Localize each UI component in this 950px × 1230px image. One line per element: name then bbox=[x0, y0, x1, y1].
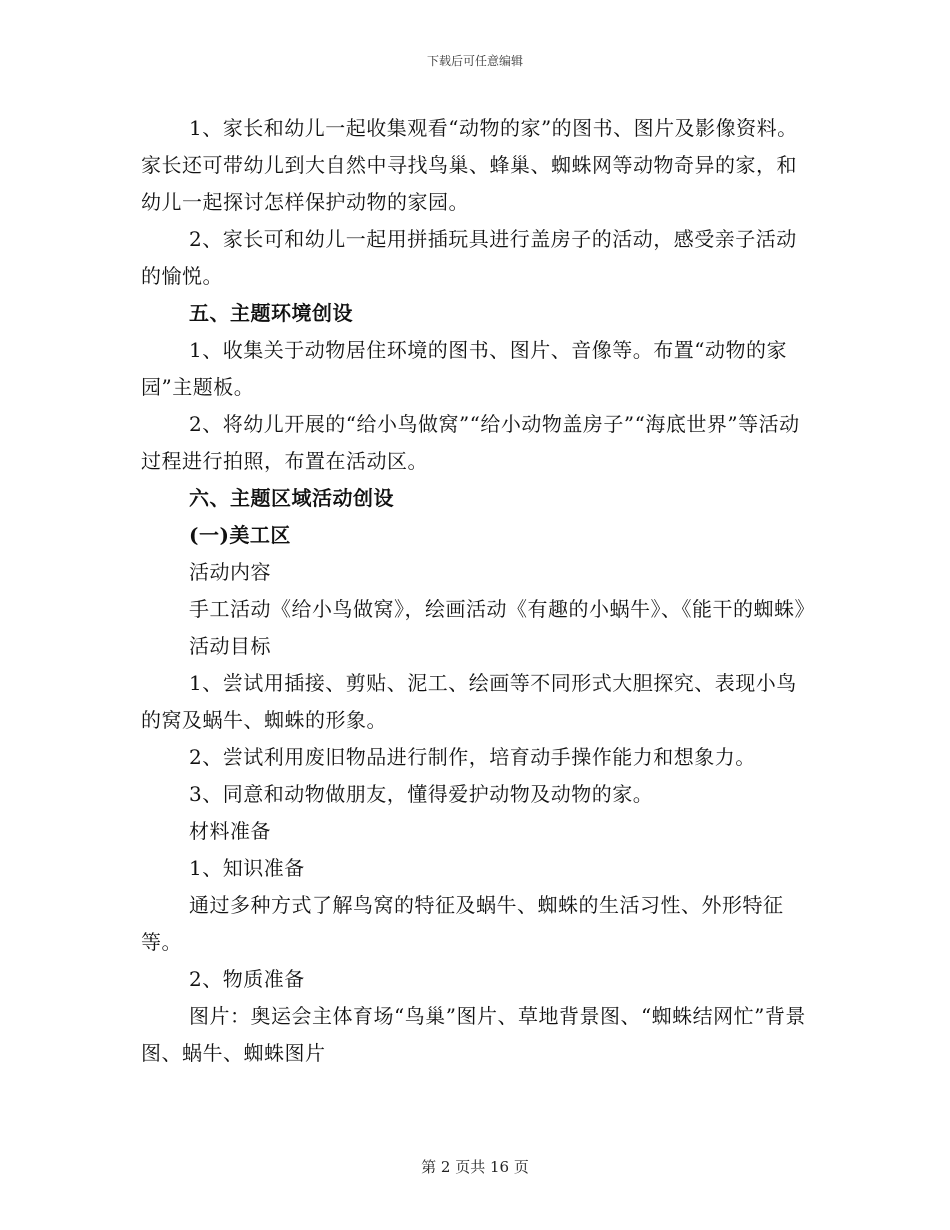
label-activity-goals: 活动目标 bbox=[189, 634, 271, 658]
paragraph-goal-1: 1、尝试用插接、剪贴、泥工、绘画等不同形式大胆探究、表现小鸟的窝及蜗牛、蜘蛛的形象。 bbox=[141, 671, 797, 732]
paragraph-material-prep: 图片：奥运会主体育场“鸟巢”图片、草地背景图、“蜘蛛结网忙”背景图、蜗牛、蜘蛛图片 bbox=[141, 1004, 806, 1065]
paragraph-goal-3: 3、同意和动物做朋友，懂得爱护动物及动物的家。 bbox=[189, 782, 654, 806]
label-knowledge-prep: 1、知识准备 bbox=[189, 856, 305, 880]
document-body bbox=[141, 110, 815, 1072]
paragraph-activity-content: 手工活动《给小鸟做窝》，绘画活动《有趣的小蜗牛》、《能干的蜘蛛》 bbox=[189, 597, 815, 621]
label-activity-content: 活动内容 bbox=[189, 560, 271, 584]
paragraph-environment-2: 2、将幼儿开展的“给小鸟做窝”“给小动物盖房子”“海底世界”等活动过程进行拍照，布置在活动区。 bbox=[141, 412, 800, 473]
paragraph-parent-activity-2: 2、家长可和幼儿一起用拼插玩具进行盖房子的活动，感受亲子活动的愉悦。 bbox=[141, 227, 797, 288]
paragraph-goal-2: 2、尝试利用废旧物品进行制作，培育动手操作能力和想象力。 bbox=[189, 745, 756, 769]
page-footer: 第 2 页共 16 页 bbox=[421, 1158, 529, 1176]
paragraph-knowledge-prep: 通过多种方式了解鸟窝的特征及蜗牛、蜘蛛的生活习性、外形特征等。 bbox=[141, 893, 784, 954]
paragraph-parent-activity-1: 1、家长和幼儿一起收集观看“动物的家”的图书、图片及影像资料。家长还可带幼儿到大自然中寻找鸟巢、蜂巢、蜘蛛网等动物奇异的家，和幼儿一起探讨怎样保护动物的家园。 bbox=[141, 116, 798, 214]
subsection-heading-art-area: (一)美工区 bbox=[189, 523, 291, 547]
label-materials: 材料准备 bbox=[189, 819, 271, 843]
label-material-prep: 2、物质准备 bbox=[189, 967, 305, 991]
section-heading-environment: 五、主题环境创设 bbox=[189, 301, 353, 325]
paragraph-environment-1: 1、收集关于动物居住环境的图书、图片、音像等。布置“动物的家园”主题板。 bbox=[141, 338, 787, 399]
page-header: 下载后可任意编辑 bbox=[426, 54, 523, 68]
section-heading-area-activities: 六、主题区域活动创设 bbox=[189, 486, 394, 510]
